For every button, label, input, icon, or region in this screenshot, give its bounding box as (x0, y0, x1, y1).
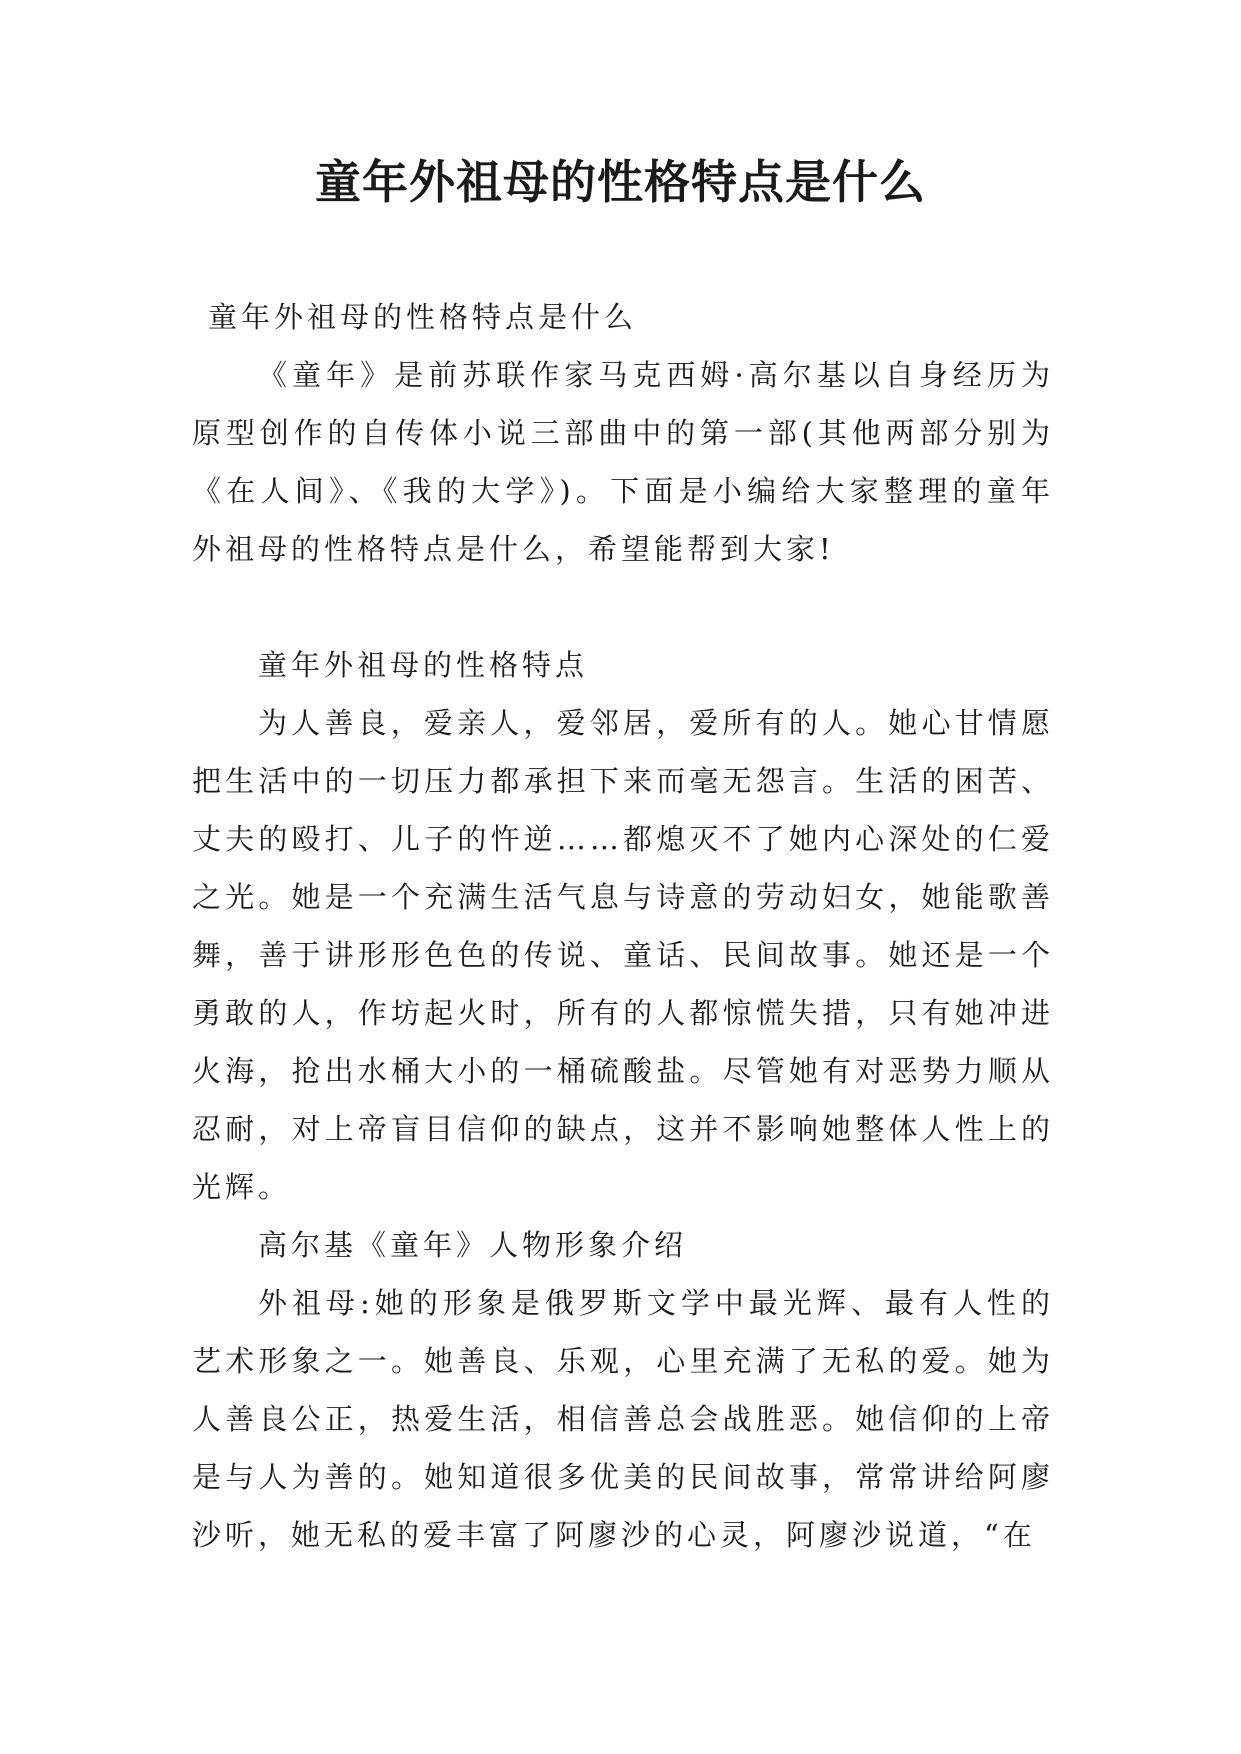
intro-paragraph: 《童年》是前苏联作家马克西姆·高尔基以自身经历为原型创作的自传体小说三部曲中的第一部(其他两部分别为《在人间》、《我的大学》)。下面是小编给大家整理的童年外祖母的性格特点是什么，希望能帮到大家! (192, 358, 1054, 566)
intro-heading: 童年外祖母的性格特点是什么 (208, 300, 638, 334)
document-title: 童年外祖母的性格特点是什么 (315, 155, 926, 209)
document-body (192, 288, 1054, 1564)
section-heading-characters: 高尔基《童年》人物形象介绍 (258, 1228, 688, 1262)
traits-paragraph: 为人善良，爱亲人，爱邻居，爱所有的人。她心甘情愿把生活中的一切压力都承担下来而毫无怨言。生活的困苦、丈夫的殴打、儿子的忤逆……都熄灭不了她内心深处的仁爱之光。她是一个充满生活气息与诗意的劳动妇女，她能歌善舞，善于讲形形色色的传说、童话、民间故事。她还是一个勇敢的人，作坊起火时，所有的人都惊慌失措，只有她冲进火海，抢出水桶大小的一桶硫酸盐。尽管她有对恶势力顺从忍耐，对上帝盲目信仰的缺点，这并不影响她整体人性上的光辉。 (192, 706, 1054, 1204)
grandmother-paragraph: 外祖母:她的形象是俄罗斯文学中最光辉、最有人性的艺术形象之一。她善良、乐观，心里充满了无私的爱。她为人善良公正，热爱生活，相信善总会战胜恶。她信仰的上帝是与人为善的。她知道很多优美的民间故事，常常讲给阿廖沙听，她无私的爱丰富了阿廖沙的心灵，阿廖沙说道，“在 (192, 1286, 1054, 1552)
section-heading-traits: 童年外祖母的性格特点 (258, 648, 589, 682)
